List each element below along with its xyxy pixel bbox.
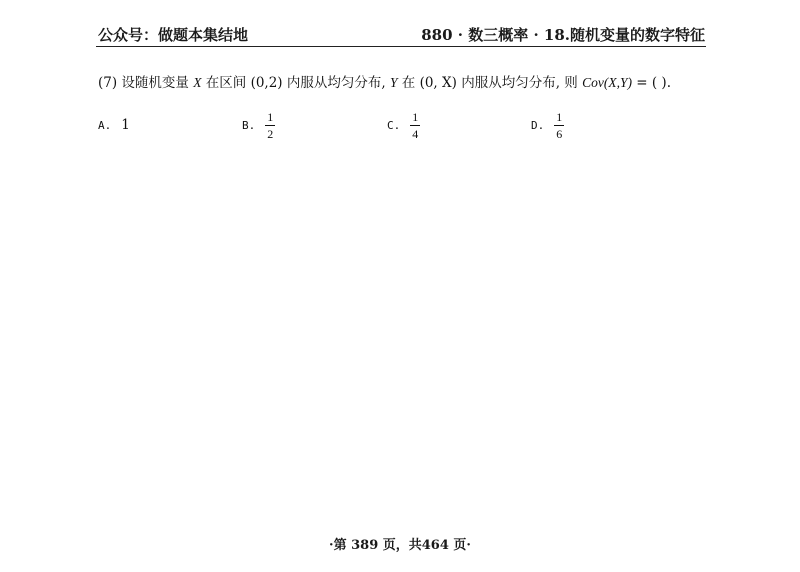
option-d[interactable] [531,107,564,143]
variable-x: X [193,75,202,90]
option-letter: C. [387,118,401,132]
option-letter: B. [242,118,256,132]
question-text: 设随机变量 [121,75,189,91]
covariance-expression: Cov(X,Y) [582,75,632,90]
fraction [410,110,420,141]
header-chapter-title: 880 · 数三概率 · 18.随机变量的数字特征 [421,26,705,44]
option-c[interactable] [387,107,420,143]
interval: (0,2) [250,75,283,91]
question-number: (7) [98,75,118,91]
fraction-bar [554,125,564,126]
option-letter: A. [98,118,112,132]
page-number-footer: ·第 389 页，共464 页· [329,538,471,553]
numerator: 1 [556,109,563,124]
variable-y: Y [389,75,398,90]
question-stem [98,74,671,92]
fraction-bar [265,125,275,126]
denominator: 6 [556,126,563,141]
denominator: 2 [267,126,274,141]
question-text: 在区间 [205,75,247,91]
interval: (0, X) [419,75,457,91]
fraction-bar [410,125,420,126]
question-text: = ( ). [636,75,671,91]
question-text: 内服从均匀分布, 则 [461,75,578,91]
header-divider [96,46,706,47]
option-b[interactable] [242,107,275,143]
fraction [265,110,275,141]
option-letter: D. [531,118,545,132]
question-text: 在 [401,75,416,91]
question-text: 内服从均匀分布, [286,75,386,91]
option-value: 1 [121,117,130,133]
fraction [554,110,564,141]
option-a[interactable] [98,107,130,143]
denominator: 4 [412,126,419,141]
header-source: 公众号：做题本集结地 [98,26,249,44]
numerator: 1 [412,109,419,124]
numerator: 1 [267,109,274,124]
